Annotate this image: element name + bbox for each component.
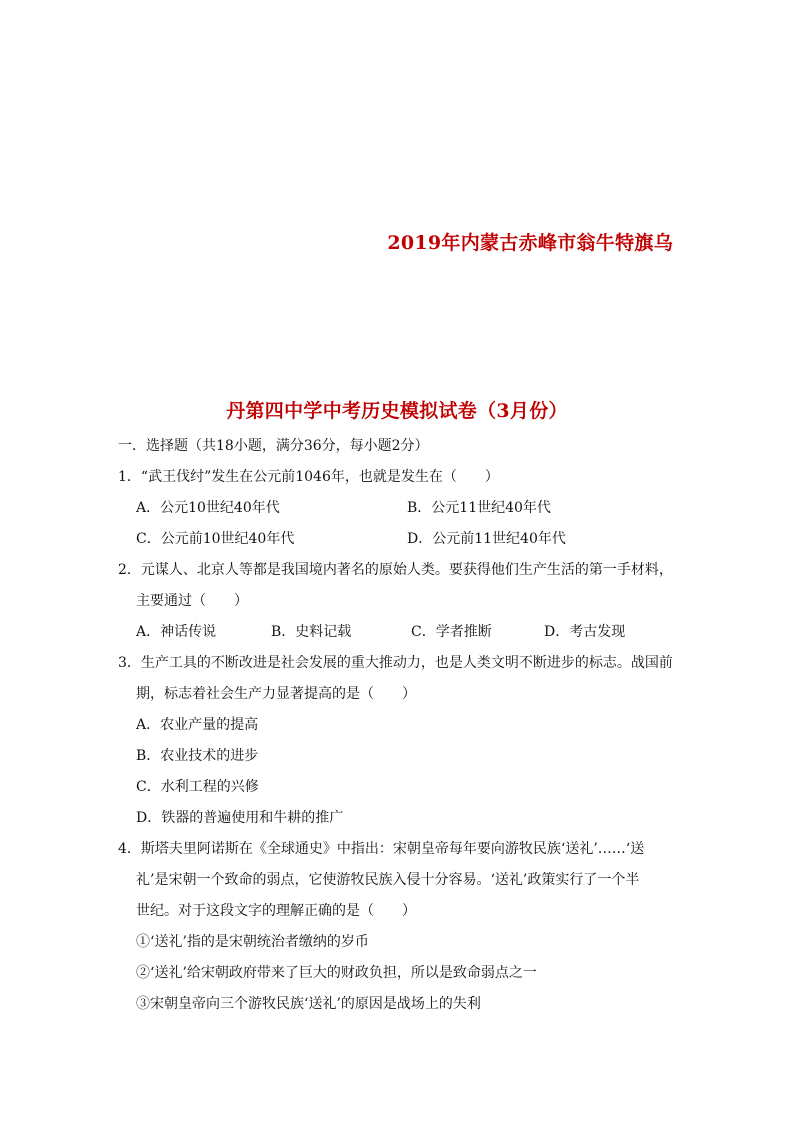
exam-body — [118, 436, 678, 1025]
option-a: A．农业产量的提高 — [136, 717, 259, 733]
section-heading: 一．选择题（共18小题，满分36分，每小题2分） — [118, 438, 429, 454]
option-d: D．公元前11世纪40年代 — [407, 531, 566, 547]
statement-2: ②‘送礼’给宋朝政府带来了巨大的财政负担，所以是致命弱点之一 — [136, 965, 537, 981]
question-3 — [118, 653, 678, 839]
question-2 — [118, 560, 678, 653]
question-stem-continued: 礼’是宋朝一个致命的弱点，它使游牧民族入侵十分容易。‘送礼’政策实行了一个半 — [136, 872, 640, 888]
option-row — [118, 622, 678, 653]
question-stem: 4．斯塔夫里阿诺斯在《全球通史》中指出：宋朝皇帝每年要向游牧民族‘送礼’……‘送 — [118, 841, 645, 857]
option-a: A．神话传说 — [136, 624, 217, 640]
option-c: C．学者推断 — [411, 624, 492, 640]
option-b: B．公元11世纪40年代 — [407, 500, 551, 516]
exam-title-line1: 2019年内蒙古赤峰市翁牛特旗乌 — [387, 232, 673, 254]
option-b: B．史料记载 — [271, 624, 352, 640]
question-stem: 1．“武王伐纣”发生在公元前1046年，也就是发生在（ ） — [118, 469, 499, 485]
option-d: D．铁器的普遍使用和牛耕的推广 — [136, 810, 344, 826]
question-4 — [118, 839, 678, 1025]
statement-1: ①‘送礼’指的是宋朝统治者缴纳的岁币 — [136, 934, 369, 950]
option-row — [118, 498, 678, 529]
option-row — [118, 529, 678, 560]
option-c: C．水利工程的兴修 — [136, 779, 259, 795]
exam-title-line2: 丹第四中学中考历史模拟试卷（3月份） — [226, 400, 568, 422]
question-stem: 3．生产工具的不断改进是社会发展的重大推动力，也是人类文明不断进步的标志。战国前 — [118, 655, 673, 671]
question-1 — [118, 467, 678, 560]
question-stem-continued: 世纪。对于这段文字的理解正确的是（ ） — [136, 903, 416, 919]
option-b: B．农业技术的进步 — [136, 748, 259, 764]
question-stem-continued: 主要通过（ ） — [136, 593, 248, 609]
option-a: A．公元10世纪40年代 — [136, 500, 280, 516]
question-stem: 2．元谋人、北京人等都是我国境内著名的原始人类。要获得他们生产生活的第一手材料， — [118, 562, 673, 578]
question-stem-continued: 期，标志着社会生产力显著提高的是（ ） — [136, 686, 416, 702]
statement-3: ③宋朝皇帝向三个游牧民族‘送礼’的原因是战场上的失利 — [136, 996, 481, 1012]
option-c: C．公元前10世纪40年代 — [136, 531, 295, 547]
option-d: D．考古发现 — [544, 624, 626, 640]
